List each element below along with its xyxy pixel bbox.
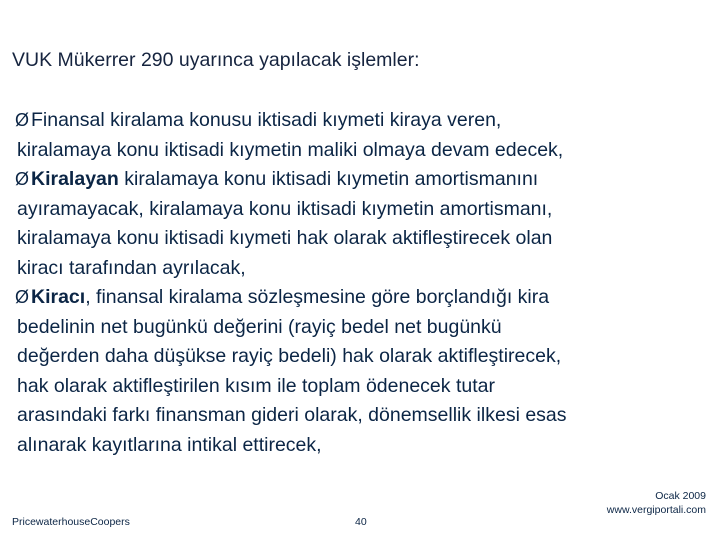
footer-company: PricewaterhouseCoopers xyxy=(12,516,130,528)
bullet-continuation xyxy=(17,313,717,343)
bullet-text: kiracı tarafından ayrılacak, xyxy=(17,256,246,279)
arrow-bullet-icon: Ø xyxy=(15,110,30,130)
bullet-continuation xyxy=(17,342,717,372)
bullet-text: Finansal kiralama konusu iktisadi kıymeti kiraya veren, xyxy=(31,109,502,131)
arrow-bullet-icon: Ø xyxy=(15,287,30,307)
bullet-continuation xyxy=(17,372,717,402)
bullet-continuation xyxy=(17,254,717,284)
bullet-item xyxy=(17,165,717,195)
slide-title: VUK Mükerrer 290 uyarınca yapılacak işlemler: xyxy=(12,49,420,71)
bullet-text: alınarak kayıtlarına intikal ettirecek, xyxy=(17,433,322,456)
bullet-list xyxy=(17,106,717,460)
bullet-text: kiralamaya konu iktisadi kıymeti hak olarak aktifleştirecek olan xyxy=(17,227,553,249)
bullet-text: kiralamaya konu iktisadi kıymetin maliki olmaya devam edecek, xyxy=(17,138,564,161)
bullet-continuation xyxy=(17,195,717,225)
bullet-continuation xyxy=(17,431,717,461)
bullet-text: değerden daha düşükse rayiç bedeli) hak olarak aktifleştirecek, xyxy=(17,345,562,367)
arrow-bullet-icon: Ø xyxy=(15,169,30,189)
footer-website[interactable]: www.vergiportali.com xyxy=(606,504,706,516)
bullet-text: bedelinin net bugünkü değerini (rayiç bedel net bugünkü xyxy=(17,315,502,338)
page-number: 40 xyxy=(355,516,367,528)
bullet-text: ayıramayacak, kiralamaya konu iktisadi kıymetin amortismanı, xyxy=(17,197,553,220)
bullet-keyword: Kiralayan xyxy=(31,168,119,190)
bullet-text: , finansal kiralama sözleşmesine göre borçlandığı kira xyxy=(85,286,550,308)
bullet-text: hak olarak aktifleştirilen kısım ile toplam ödenecek tutar xyxy=(17,374,495,397)
bullet-text: arasındaki farkı finansman gideri olarak, dönemsellik ilkesi esas xyxy=(17,404,567,426)
footer-info xyxy=(607,489,706,517)
bullet-continuation xyxy=(17,136,717,166)
bullet-continuation xyxy=(17,224,717,254)
bullet-item xyxy=(17,283,717,313)
bullet-item xyxy=(17,106,717,136)
footer-date: Ocak 2009 xyxy=(655,490,706,502)
bullet-text: kiralamaya konu iktisadi kıymetin amortismanını xyxy=(118,168,539,190)
bullet-keyword: Kiracı xyxy=(31,286,86,308)
bullet-continuation xyxy=(17,401,717,431)
